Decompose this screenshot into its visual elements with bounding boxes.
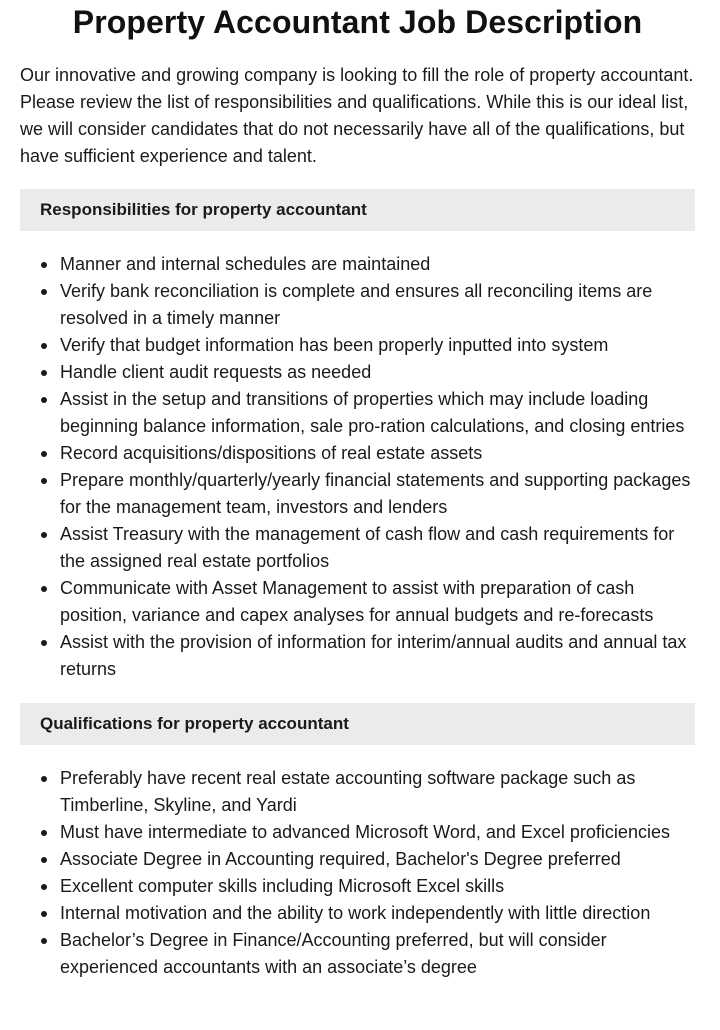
qualifications-heading: Qualifications for property accountant bbox=[40, 714, 349, 733]
list-item: Assist Treasury with the management of cash flow and cash requirements for the assigned real estate portfolios bbox=[20, 521, 695, 575]
list-item: Internal motivation and the ability to work independently with little direction bbox=[20, 900, 695, 927]
responsibilities-list bbox=[20, 251, 695, 683]
responsibilities-heading: Responsibilities for property accountant bbox=[40, 200, 367, 219]
list-item: Record acquisitions/dispositions of real estate assets bbox=[20, 440, 695, 467]
list-item: Verify that budget information has been properly inputted into system bbox=[20, 332, 695, 359]
responsibilities-section-header bbox=[20, 189, 695, 231]
list-item: Preferably have recent real estate accounting software package such as Timberline, Skyline, and Yardi bbox=[20, 765, 695, 819]
list-item: Bachelor’s Degree in Finance/Accounting preferred, but will consider experienced accountants with an associate’s degree bbox=[20, 927, 695, 981]
qualifications-section-header bbox=[20, 703, 695, 745]
list-item: Prepare monthly/quarterly/yearly financial statements and supporting packages for the management team, investors and lenders bbox=[20, 467, 695, 521]
list-item: Verify bank reconciliation is complete and ensures all reconciling items are resolved in a timely manner bbox=[20, 278, 695, 332]
list-item: Communicate with Asset Management to assist with preparation of cash position, variance and capex analyses for annual budgets and re-forecasts bbox=[20, 575, 695, 629]
list-item: Manner and internal schedules are maintained bbox=[20, 251, 695, 278]
list-item: Excellent computer skills including Microsoft Excel skills bbox=[20, 873, 695, 900]
list-item: Must have intermediate to advanced Microsoft Word, and Excel proficiencies bbox=[20, 819, 695, 846]
list-item: Handle client audit requests as needed bbox=[20, 359, 695, 386]
intro-paragraph: Our innovative and growing company is looking to fill the role of property accountant. Please review the list of responsibilities and qualifications. While this is our ideal list, we will consider candidates that do not necessarily have all of the qualifications, but have sufficient experience and talent. bbox=[20, 65, 694, 166]
page-title: Property Accountant Job Description bbox=[72, 4, 643, 40]
list-item: Assist with the provision of information for interim/annual audits and annual tax returns bbox=[20, 629, 695, 683]
list-item: Associate Degree in Accounting required, Bachelor's Degree preferred bbox=[20, 846, 695, 873]
qualifications-list bbox=[20, 765, 695, 981]
list-item: Assist in the setup and transitions of properties which may include loading beginning balance information, sale pro-ration calculations, and closing entries bbox=[20, 386, 695, 440]
